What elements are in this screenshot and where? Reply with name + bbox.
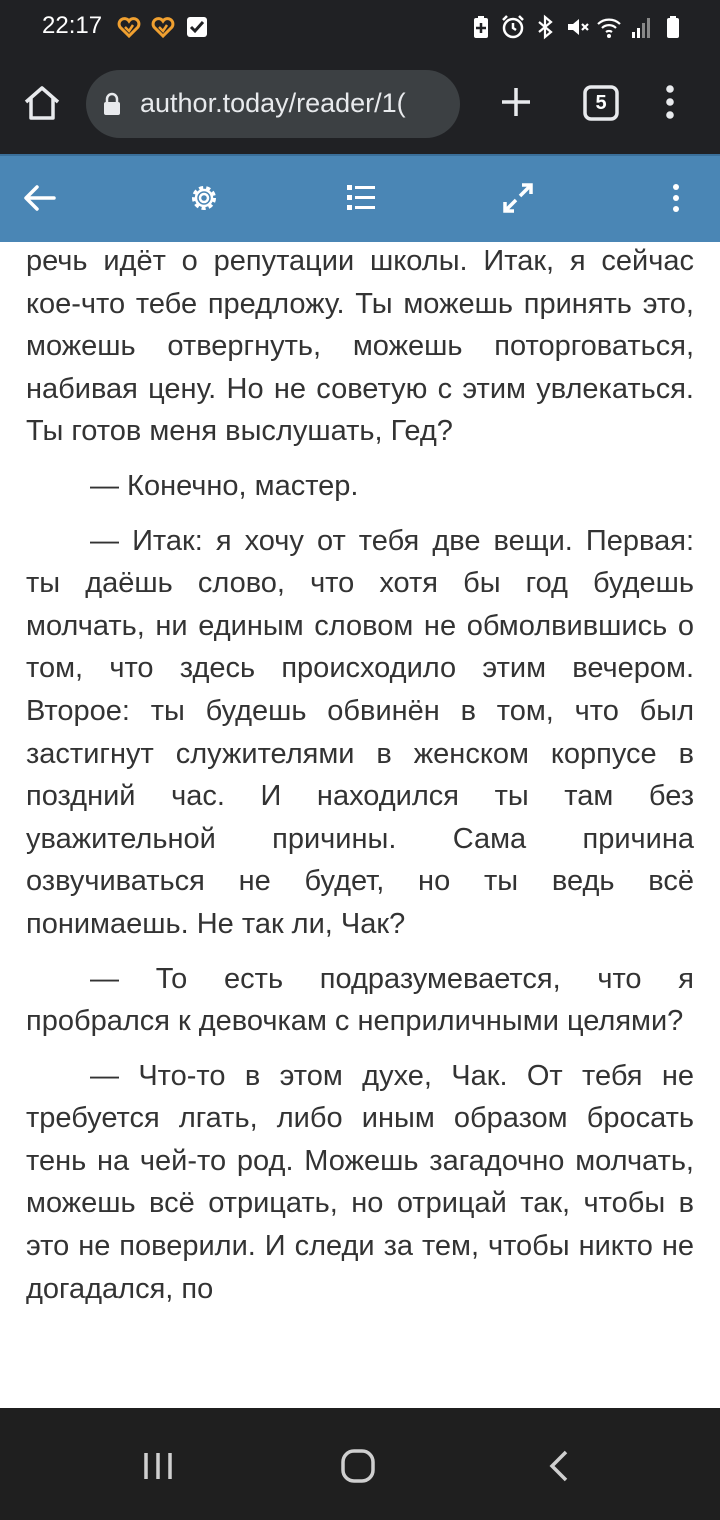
back-chevron-icon[interactable] <box>538 1444 582 1488</box>
status-time: 22:17 <box>42 12 103 39</box>
recent-apps-icon[interactable] <box>136 1444 180 1488</box>
mute-icon <box>564 14 590 40</box>
url-text[interactable]: author.today/reader/1( <box>140 88 406 118</box>
alarm-icon <box>500 14 526 40</box>
paragraph: — Итак: я хочу от тебя две вещи. Первая: ты даёшь слово, что хотя бы год будешь молчать, ни единым словом не обмолвившись о том, что здесь происходило этим вечером. Второе: ты будешь обвинён в том, что был застигнут служителями в женском корпусе в поздний час. И находился ты там без уважительной причины. Сама причина озвучиваться не будет, но ты ведь всё понимаешь. Не так ли, Чак? <box>26 524 694 940</box>
back-arrow-icon[interactable] <box>20 178 60 218</box>
contents-list-icon[interactable] <box>341 178 381 218</box>
more-vert-icon[interactable] <box>656 178 696 218</box>
more-vert-icon[interactable] <box>656 82 684 122</box>
wifi-icon <box>596 14 622 40</box>
paragraph: — То есть подразумевается, что я пробрался к девочкам с неприличными целями? <box>26 962 694 1038</box>
battery-icon <box>660 14 686 40</box>
browser-toolbar <box>0 56 720 154</box>
status-bar <box>0 0 720 56</box>
bluetooth-icon <box>532 14 558 40</box>
home-icon[interactable] <box>20 80 64 124</box>
system-nav-bar <box>0 1408 720 1520</box>
tab-count: 5 <box>595 92 607 114</box>
signal-icon <box>628 14 654 40</box>
paragraph: — Конечно, мастер. <box>90 469 359 502</box>
reader-toolbar <box>0 154 720 242</box>
heart-notification-icon <box>116 14 142 40</box>
home-circle-icon[interactable] <box>336 1444 380 1488</box>
checkbox-notification-icon <box>184 14 210 40</box>
paragraph: речь идёт о репутации школы. Итак, я сейчас кое-что тебе предложу. Ты можешь принять это, можешь отвергнуть, можешь поторговаться, набивая цену. Но не советую с этим увлекаться. Ты готов меня выслушать, Гед? <box>26 245 694 448</box>
lock-icon <box>102 92 122 116</box>
reader-content[interactable] <box>26 240 694 1408</box>
settings-gear-icon[interactable] <box>184 178 224 218</box>
plus-icon[interactable] <box>496 82 536 122</box>
battery-saver-icon <box>468 14 494 40</box>
heart-notification-icon <box>150 14 176 40</box>
tabs-button[interactable] <box>582 84 620 122</box>
paragraph: — Что-то в этом духе, Чак. От тебя не требуется лгать, либо иным образом бросать тень на чей-то род. Можешь загадочно молчать, можешь всё отрицать, но отрицай так, чтобы в это не поверили. И следи за тем, чтобы никто не догадался, по <box>26 1059 694 1305</box>
address-bar[interactable] <box>86 70 460 138</box>
fullscreen-icon[interactable] <box>498 178 538 218</box>
